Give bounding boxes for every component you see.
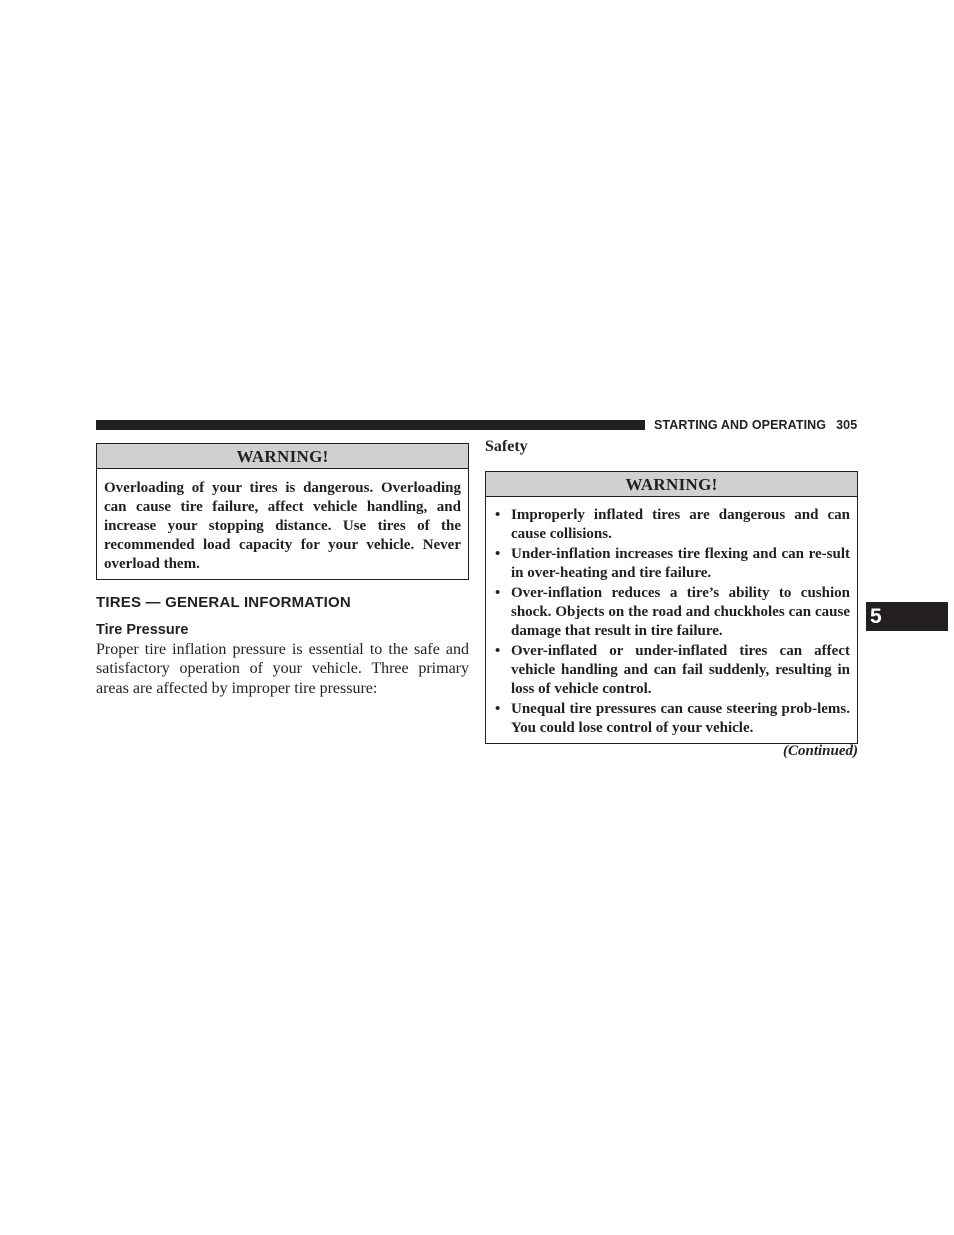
running-header <box>654 418 857 432</box>
list-item <box>493 506 850 544</box>
bullet-icon: • <box>495 507 501 523</box>
list-item-text: Over-inflated or under-inflated tires can affect vehicle handling and can fail suddenly, resulting in loss of vehicle control. <box>511 643 850 697</box>
section-heading: TIRES — GENERAL INFORMATION <box>96 594 351 611</box>
header-rule <box>96 420 645 430</box>
bullet-icon: • <box>495 585 501 601</box>
list-item <box>493 642 850 699</box>
page-number: 305 <box>836 418 858 432</box>
warning-text: Overloading of your tires is dangerous. Overloading can cause tire failure, affect vehicle handling, and increase your stopping distance. Use tires of the recommended load capacity for your vehicle. Never overload them. <box>104 480 461 572</box>
list-item-text: Improperly inflated tires are dangerous and can cause collisions. <box>511 507 850 542</box>
warning-title: WARNING! <box>97 444 468 469</box>
list-item-text: Unequal tire pressures can cause steering prob-lems. You could lose control of your vehicle. <box>511 701 850 736</box>
bullet-icon: • <box>495 643 501 659</box>
warning-title: WARNING! <box>486 472 857 497</box>
list-item <box>493 700 850 738</box>
safety-warning-box <box>485 471 858 744</box>
warning-bullet-list <box>493 506 850 738</box>
header-section-title: STARTING AND OPERATING <box>654 418 827 432</box>
sub-heading: Tire Pressure <box>96 622 189 638</box>
bullet-icon: • <box>495 546 501 562</box>
continued-note: (Continued) <box>782 743 858 759</box>
overload-warning-box <box>96 443 469 580</box>
warning-body <box>486 497 857 738</box>
list-item <box>493 584 850 641</box>
body-paragraph: Proper tire inflation pressure is essential to the safe and satisfactory operation of your vehicle. Three primary areas are affected by improper tire pressure: <box>96 641 469 697</box>
safety-heading: Safety <box>485 438 528 455</box>
list-item <box>493 545 850 583</box>
bullet-icon: • <box>495 701 501 717</box>
list-item-text: Over-inflation reduces a tire’s ability to cushion shock. Objects on the road and chuckholes can cause damage that result in tire failure. <box>511 585 850 639</box>
list-item-text: Under-inflation increases tire flexing and can re-sult in over-heating and tire failure. <box>511 546 850 581</box>
chapter-tab: 5 <box>866 602 948 631</box>
